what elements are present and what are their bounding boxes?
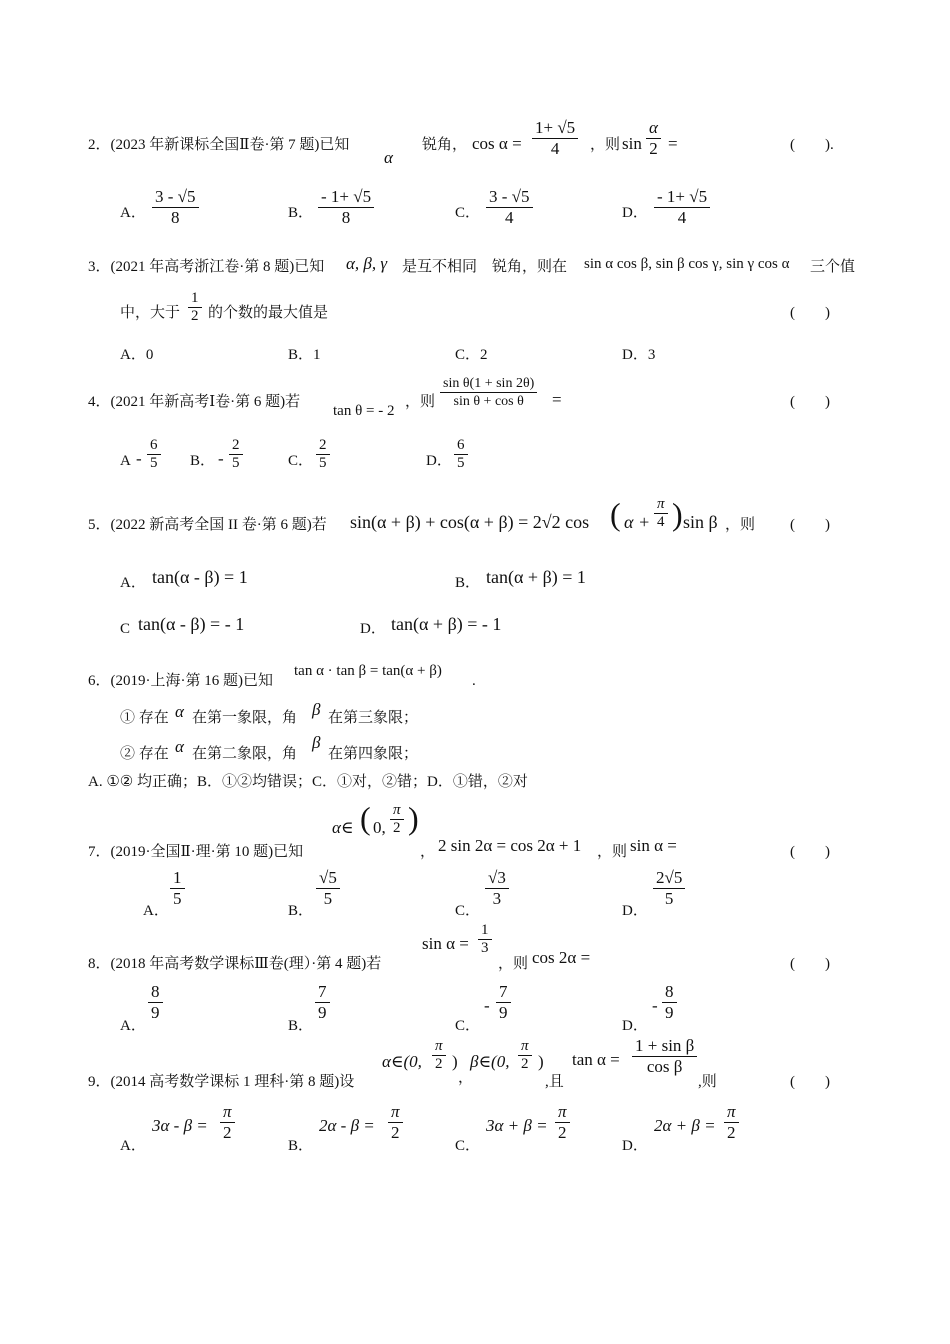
q8-cond-frac: $\frac{1}{3}$: [476, 922, 494, 957]
q5-tail: ，则: [725, 517, 756, 533]
q7-paren: ( ): [790, 844, 830, 860]
q9-option-d-lhs: 2α + β =: [654, 1116, 716, 1135]
q5-inner-pre: α +: [624, 512, 651, 532]
q5-stem: 5．(2022 新高考全国 II 卷·第 6 题)若: [88, 517, 327, 533]
q4-cond: tan θ = - 2: [333, 403, 395, 419]
q4-option-b-frac: $\frac{2}{5}$: [227, 437, 245, 472]
q6-s2-b: β: [312, 733, 321, 752]
q9-option-a-lhs: 3α - β =: [152, 1116, 208, 1135]
q2-paren: ( ).: [790, 137, 834, 153]
q5-option-c-expr: tan(α - β) = - 1: [138, 614, 245, 634]
q8-option-d-label: D．: [622, 1018, 648, 1034]
q6-s2-mid: 在第二象限，角: [192, 746, 298, 762]
q2-comma-then: ，则: [590, 137, 621, 153]
q3-line2-post: 的个数的最大值是: [208, 305, 329, 321]
q6-s2-a: α: [175, 737, 184, 756]
q7-pi-frac: $\frac{\pi}{2}$: [388, 802, 406, 837]
q2-option-d-label: D．: [622, 205, 648, 221]
q4-stem: 4．(2021 年新高考Ⅰ卷·第 6 题)若: [88, 394, 301, 410]
q7-option-d-label: D．: [622, 903, 648, 919]
q4-comma-then: ，则: [405, 394, 436, 410]
q3-half-frac: $\frac{1}{2}$: [186, 290, 204, 325]
q7-option-a-frac: $\frac{1}{5}$: [168, 868, 187, 909]
q6-s2-pre: ② 存在: [120, 746, 169, 762]
q2-option-d-frac: $\frac{- 1+ √5}{4}$: [652, 187, 712, 228]
q8-option-c-label: C．: [455, 1018, 481, 1034]
q3-tail: 三个值: [810, 259, 856, 275]
q6-s1-pre: ① 存在: [120, 710, 169, 726]
q2-stem: 2．(2023 年新课标全国Ⅱ卷·第 7 题)已知: [88, 137, 350, 153]
q3-line2-pre: 中，大于: [120, 305, 181, 321]
q9-option-c-label: C．: [455, 1138, 481, 1154]
q9-option-b-frac: $\frac{\pi}{2}$: [386, 1102, 405, 1143]
q2-target-eq: =: [668, 134, 678, 153]
q7-target: sin α =: [630, 836, 677, 855]
q3-option-c: C．2: [455, 347, 488, 363]
q5-left-paren: (: [610, 496, 621, 532]
q8-option-c-sign: -: [484, 996, 490, 1015]
q3-expr: sin α cos β, sin β cos γ, sin γ cos α: [584, 256, 790, 272]
q2-target-lhs: sin: [622, 134, 642, 153]
q2-option-c-frac: $\frac{3 - √5}{4}$: [484, 187, 535, 228]
q8-option-a-label: A．: [120, 1018, 146, 1034]
q6-s1-post: 在第三象限；: [328, 710, 419, 726]
q6-s1-b: β: [312, 700, 321, 719]
q9-range-a: α∈(0,: [382, 1052, 422, 1071]
q5-eq-rhs: sin β: [683, 512, 718, 532]
q4-option-b-sign: -: [218, 449, 224, 468]
q7-option-a-label: A．: [143, 903, 169, 919]
q8-stem: 8．(2018 年高考数学课标Ⅲ卷(理）·第 4 题)若: [88, 956, 382, 972]
q2-var: α: [384, 148, 393, 167]
q7-left-paren: (: [360, 800, 371, 836]
q9-range-a-close: ): [452, 1052, 458, 1071]
q7-cond: 2 sin 2α = cos 2α + 1: [438, 836, 582, 855]
q5-option-d-expr: tan(α + β) = - 1: [391, 614, 502, 634]
q9-option-c-lhs: 3α + β =: [486, 1116, 548, 1135]
q5-option-a-label: A．: [120, 575, 146, 591]
q7-range-pre: α∈: [332, 818, 354, 837]
q6-s1-mid: 在第一象限，角: [192, 710, 298, 726]
q7-stem: 7．(2019·全国Ⅱ·理·第 10 题)已知: [88, 844, 304, 860]
q9-option-d-label: D．: [622, 1138, 648, 1154]
q4-option-a-label: A: [120, 453, 131, 469]
q3-option-a: A．0: [120, 347, 154, 363]
q6-dot: .: [472, 673, 476, 689]
q9-range-b-close: ): [538, 1052, 544, 1071]
q2-option-b-label: B．: [288, 205, 314, 221]
q8-then: ，则: [498, 956, 529, 972]
q8-option-d-sign: -: [652, 996, 658, 1015]
q2-option-a-label: A．: [120, 205, 146, 221]
q9-range-a-frac: $\frac{\pi}{2}$: [430, 1038, 448, 1073]
q4-option-a-sign: -: [136, 449, 142, 468]
q4-frac: $\frac{\text{sin θ(1 + sin 2θ)}}{\text{sin θ + cos θ}}$: [438, 375, 539, 410]
q5-option-b-expr: tan(α + β) = 1: [486, 567, 586, 587]
q9-paren: ( ): [790, 1074, 830, 1090]
q4-paren: ( ): [790, 394, 830, 410]
q8-option-d-frac: $\frac{8}{9}$: [660, 982, 679, 1023]
q7-right-paren: ): [408, 800, 419, 836]
q4-option-d-label: D．: [426, 453, 452, 469]
q4-option-d-frac: $\frac{6}{5}$: [452, 437, 470, 472]
q7-then: ，则: [597, 844, 628, 860]
q5-right-paren: ): [672, 496, 683, 532]
q9-and: ,且: [545, 1074, 564, 1090]
q5-paren: ( ): [790, 517, 830, 533]
q7-option-b-label: B．: [288, 903, 314, 919]
q8-option-b-frac: $\frac{7}{9}$: [313, 982, 332, 1023]
q6-s2-post: 在第四象限；: [328, 746, 419, 762]
q3-option-b: B．1: [288, 347, 321, 363]
q3-text-mid: 是互不相同 锐角，则在: [402, 259, 568, 275]
q3-stem: 3．(2021 年高考浙江卷·第 8 题)已知: [88, 259, 325, 275]
q7-option-b-frac: $\frac{√5}{5}$: [314, 868, 342, 909]
q4-eq: =: [552, 390, 562, 409]
q5-option-c-label: C: [120, 621, 131, 637]
q2-option-c-label: C．: [455, 205, 481, 221]
q5-eq-lhs: sin(α + β) + cos(α + β) = 2√2 cos: [350, 512, 590, 532]
q9-range-b-frac: $\frac{\pi}{2}$: [516, 1038, 534, 1073]
q9-cond-lhs: tan α =: [572, 1050, 620, 1069]
q9-cond-frac: $\frac{\text{1 + sin β}}{\text{cos β}}$: [630, 1036, 699, 1077]
q7-comma: ，: [420, 844, 436, 860]
q9-stem: 9．(2014 高考数学课标 1 理科·第 8 题)设: [88, 1074, 355, 1090]
q4-option-b-label: B．: [190, 453, 216, 469]
q2-cond-lhs: cos α =: [472, 134, 522, 153]
q2-cond-frac: $\frac{1+ √5}{4}$: [530, 118, 580, 159]
q9-option-b-lhs: 2α - β =: [319, 1116, 375, 1135]
q9-comma: ，: [458, 1070, 474, 1086]
q7-option-c-frac: $\frac{√3}{3}$: [483, 868, 511, 909]
q6-choices: A. ①② 均正确；B．①②均错误；C．①对，②错；D．①错，②对: [88, 774, 528, 790]
q9-then: ,则: [698, 1074, 717, 1090]
q9-option-d-frac: $\frac{\pi}{2}$: [722, 1102, 741, 1143]
q2-option-a-frac: $\frac{3 - √5}{8}$: [150, 187, 201, 228]
q9-option-c-frac: $\frac{\pi}{2}$: [553, 1102, 572, 1143]
q9-range-b: β∈(0,: [470, 1052, 510, 1071]
q3-option-d: D．3: [622, 347, 656, 363]
q6-stem: 6．(2019·上海·第 16 题)已知: [88, 673, 273, 689]
q5-option-d-label: D．: [360, 621, 386, 637]
q6-s1-a: α: [175, 702, 184, 721]
q4-option-c-frac: $\frac{2}{5}$: [314, 437, 332, 472]
q9-option-b-label: B．: [288, 1138, 314, 1154]
q3-vars: α, β, γ: [346, 254, 388, 273]
q5-pi-frac: $\frac{\pi}{4}$: [652, 496, 670, 531]
q8-option-b-label: B．: [288, 1018, 314, 1034]
q2-target-frac: $\frac{\alpha}{2}$: [644, 118, 663, 159]
q3-paren: ( ): [790, 305, 830, 321]
q6-expr: tan α · tan β = tan(α + β): [294, 663, 442, 679]
q9-option-a-label: A．: [120, 1138, 146, 1154]
q8-option-a-frac: $\frac{8}{9}$: [146, 982, 165, 1023]
q8-target: cos 2α =: [532, 948, 591, 967]
q9-option-a-frac: $\frac{\pi}{2}$: [218, 1102, 237, 1143]
q4-option-a-frac: $\frac{6}{5}$: [145, 437, 163, 472]
q2-option-b-frac: $\frac{- 1+ √5}{8}$: [316, 187, 376, 228]
q5-option-b-label: B．: [455, 575, 481, 591]
q7-option-c-label: C．: [455, 903, 481, 919]
q8-option-c-frac: $\frac{7}{9}$: [494, 982, 513, 1023]
q8-cond-lhs: sin α =: [422, 934, 469, 953]
q2-text-mid: 锐角，: [422, 137, 468, 153]
q7-option-d-frac: $\frac{2√5}{5}$: [651, 868, 687, 909]
q8-paren: ( ): [790, 956, 830, 972]
q5-option-a-expr: tan(α - β) = 1: [152, 567, 248, 587]
q4-option-c-label: C．: [288, 453, 314, 469]
q7-range-in: 0,: [373, 818, 386, 837]
